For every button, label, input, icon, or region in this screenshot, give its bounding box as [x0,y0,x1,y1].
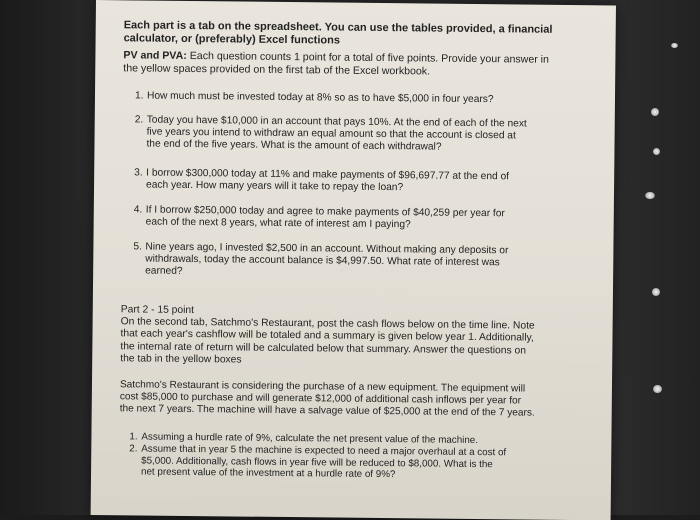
question-line: Assume that in year 5 the machine is expected to need a major overhaul at a cost of [141,443,507,459]
light-reflection-dot [651,108,659,116]
question-line: $5,000. Additionally, cash flows in year five will be reduced to $8,000. What is the [141,455,493,470]
question-line: withdrawals, today the account balance is $4,997.50. What rate of interest was [145,253,500,269]
light-reflection-dot [653,148,660,155]
satchmo-line: Satchmo's Restaurant is considering the purchase of a new equipment. The equipment will [119,379,526,395]
question-line: the end of the five years. What is the amount of each withdrawal? [146,138,442,154]
question-line: five years you intend to withdraw an equal amount so that the account is closed at [146,126,516,142]
question-number: 3. [134,167,143,179]
heading [124,19,594,50]
part2-question-2 [129,443,571,482]
heading-line: calculator, or (preferably) Excel functions [123,32,341,47]
pv-question-5 [133,241,583,283]
heading-line: Each part is a tab on the spreadsheet. You can use the tables provided, a financial [123,19,553,36]
pv-question-3 [134,167,584,197]
part2-line: On the second tab, Satchmo's Restaurant, post the cash flows below on the time line. Note [120,316,535,332]
question-line: If I borrow $250,000 today and agree to make payments of $40,259 per year for [145,204,505,220]
question-number: 2. [129,443,138,455]
question-line: Nine years ago, I invested $2,500 in an account. Without making any deposits or [145,241,509,257]
part2-line: that each year's cashflow will be totaled and a summary is given below year 1. Additionally, [120,328,534,345]
question-line: Today you have $10,000 in an account that pays 10%. At the end of each of the next [146,114,527,130]
question-line: earned? [145,265,183,278]
pv-intro-line: the yellow spaces provided on the first tab of the Excel workbook. [123,61,431,78]
question-number: 1. [134,90,144,102]
question-line: each of the next 8 years, what rate of interest am I paying? [145,216,411,231]
pv-question-4 [133,204,584,234]
pv-question-1 [134,90,585,108]
light-reflection-dot [653,385,662,393]
question-line: Assuming a hurdle rate of 9%, calculate the net present value of the machine. [141,431,479,447]
part2-line: the tab in the yellow boxes [120,353,242,366]
question-number: 4. [133,204,143,216]
question-line: each year. How many years will it take to repay the loan? [146,179,404,194]
pv-intro [123,49,593,79]
question-line: net present value of the investment at a hurdle rate of 9%? [141,466,396,481]
light-reflection-dot [671,43,678,48]
pv-question-2 [134,114,584,156]
question-number: 2. [134,114,144,126]
question-line: I borrow $300,000 today at 11% and make payments of $96,697.77 at the end of [146,167,510,183]
light-reflection-dot [652,288,660,296]
pv-intro-text: Each question counts 1 point for a total of five points. Provide your answer in [189,49,550,66]
question-number: 5. [133,241,142,253]
part2-line: the internal rate of return will be calculated below that summary. Answer the questions on [120,340,527,357]
pv-intro-bold: PV and PVA: [123,49,187,62]
question-number: 1. [129,431,138,443]
light-reflection-dot [645,192,655,199]
part2-title: Part 2 - 15 point [120,304,195,317]
satchmo-line: cost $85,000 to purchase and will generate $12,000 of additional cash inflows per year for [119,391,522,407]
question-line: How much must be invested today at 8% so as to have $5,000 in four years? [146,90,494,106]
part2-section [120,304,591,370]
satchmo-paragraph [120,379,590,421]
satchmo-line: the next 7 years. The machine will have a salvage value of $25,000 at the end of the 7 years. [119,403,535,420]
paper-sheet [91,0,616,520]
